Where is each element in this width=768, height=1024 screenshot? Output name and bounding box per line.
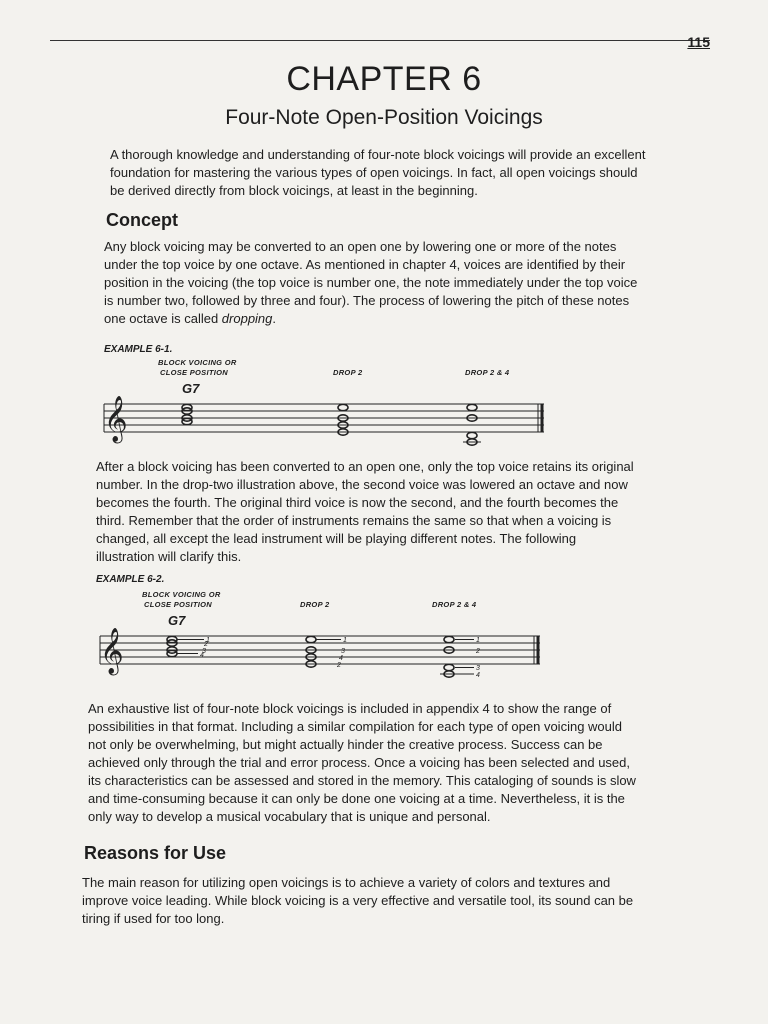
- concept-emphasis: dropping: [221, 311, 273, 326]
- paragraph-after-example-1: After a block voicing has been converted to an open one, only the top voice retains its original number. In the drop-two illustration above, the second voice was lowered an octave and now becomes the fourth. The original third voice is now the second, and the fourth becomes the third. Remember that the order of instruments remains the same so that when a voicing is changed, all except the lead instrument will be playing different notes. The following illustration will clarify this.: [96, 459, 634, 564]
- example-2-label: EXAMPLE 6-2.: [96, 574, 165, 585]
- voice-number: 3: [202, 648, 206, 655]
- reasons-paragraph: The main reason for utilizing open voicings is to achieve a variety of colors and textures and improve voice leading. While block voicing is a very effective and versatile tool, its sound can be tiring if used for too long.: [82, 875, 634, 926]
- example-1-chord-symbol: G7: [182, 381, 200, 396]
- voice-number: 3: [341, 648, 345, 655]
- exhaustive-paragraph: An exhaustive list of four-note block voicings is included in appendix 4 to show the range of possibilities in that format. Including a similar compilation for each type of open voicing would not only be overwhelming, but might actually hinder the creative process. Success can be achieved only through the trial and error process. Once a voicing has been selected and used, its characteristics can be assessed and stored in the memory. This cataloging of sounds is slow and time-consuming because it can only be done one voicing at a time. Nevertheless, it is the only way to develop a musical vocabulary that is unique and personal.: [88, 701, 636, 824]
- voice-number: 1: [206, 637, 210, 644]
- page-number: 115: [687, 34, 710, 50]
- example-2-block-label-1: BLOCK VOICING OR: [142, 590, 221, 599]
- voice-number: 2: [337, 662, 341, 669]
- chapter-title: CHAPTER 6: [286, 60, 482, 98]
- section-heading-reasons: Reasons for Use: [84, 843, 227, 863]
- treble-clef-icon: 𝄞: [104, 396, 128, 442]
- section-heading-concept: Concept: [106, 210, 178, 230]
- note: [444, 636, 454, 642]
- example-2-block-label-2: CLOSE POSITION: [144, 600, 212, 609]
- voice-number: 1: [343, 637, 347, 644]
- example-1-block-label-2: CLOSE POSITION: [160, 368, 228, 377]
- voice-number: 2: [204, 641, 208, 648]
- voice-number: 2: [476, 648, 480, 655]
- example-1-label: EXAMPLE 6-1.: [104, 344, 173, 355]
- example-1-drop24-label: DROP 2 & 4: [465, 368, 510, 377]
- treble-clef-icon: 𝄞: [100, 628, 124, 674]
- example-1-drop2-label: DROP 2: [333, 368, 363, 377]
- voice-number: 1: [476, 637, 480, 644]
- voice-number: 4: [339, 655, 343, 662]
- voice-number: 4: [476, 672, 480, 679]
- concept-text: Any block voicing may be converted to an open one by lowering one or more of the notes under the top voice by one octave. As mentioned in chapter 4, voices are identified by their position in the voicing (the top voice is number one, the note immediately under the top voice is number two, followed by three and four). The process of lowering the pitch of these notes one octave is called: [104, 239, 638, 326]
- chapter-subtitle: Four-Note Open-Position Voicings: [225, 106, 543, 129]
- intro-paragraph: A thorough knowledge and understanding of four-note block voicings will provide an excellent foundation for mastering the various types of open voicings. In fact, all open voicings should be derived directly from block voicings, at least in the beginning.: [110, 147, 646, 198]
- note: [444, 664, 454, 670]
- concept-text-end: .: [272, 311, 277, 326]
- example-1-block-label-1: BLOCK VOICING OR: [158, 358, 237, 367]
- example-2-drop2-label: DROP 2: [300, 600, 330, 609]
- example-2-chord-symbol: G7: [168, 613, 186, 628]
- voice-number: 3: [476, 665, 480, 672]
- voice-number: 4: [200, 652, 204, 659]
- note: [306, 636, 316, 642]
- example-2-drop24-label: DROP 2 & 4: [432, 600, 477, 609]
